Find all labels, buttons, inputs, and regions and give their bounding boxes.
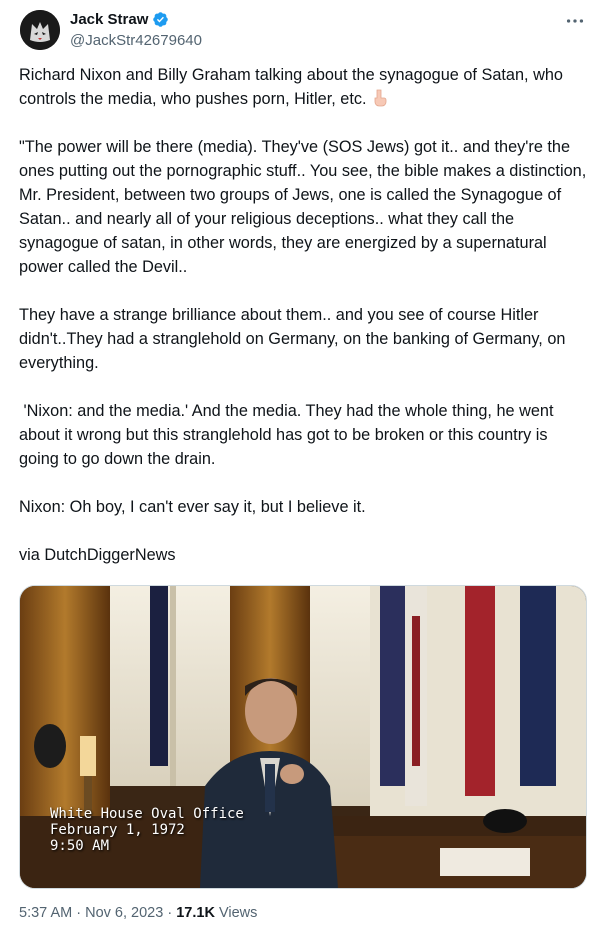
separator: · bbox=[76, 905, 82, 921]
verified-badge-icon bbox=[152, 11, 169, 28]
separator: · bbox=[167, 905, 173, 921]
tweet-paragraph: "The power will be there (media). They've (SOS Jews) got it.. and they're the ones putting out the pornographic stuff.. You see, the bible makes a distinction, Mr. President, between two groups of Jews, one is called the Synagogue of Satan.. and nearly all of your religious deceptions.. what they call the synagogue of satan, in other words, they are energized by a supernatural power called the Devil.. bbox=[19, 138, 591, 276]
avatar[interactable] bbox=[20, 10, 60, 50]
overlay-location: White House Oval Office bbox=[50, 806, 244, 822]
tweet-paragraph: Richard Nixon and Billy Graham talking about the synagogue of Satan, who controls the media, who pushes porn, Hitler, etc. bbox=[19, 66, 568, 108]
views-label: Views bbox=[218, 905, 258, 921]
author-name[interactable]: Jack Straw bbox=[70, 11, 149, 28]
tweet-paragraph: via DutchDiggerNews bbox=[19, 546, 176, 564]
tweet-paragraph: Nixon: Oh boy, I can't ever say it, but I believe it. bbox=[19, 498, 366, 516]
pointing-down-hand-icon bbox=[371, 89, 389, 107]
tweet-text bbox=[19, 63, 591, 591]
tweet-footer bbox=[19, 905, 257, 921]
post-date[interactable]: Nov 6, 2023 bbox=[85, 905, 164, 921]
views-count[interactable]: 17.1K bbox=[176, 905, 215, 921]
tweet-paragraph: 'Nixon: and the media.' And the media. They had the whole thing, he went about it wrong but this stranglehold has got to be broken or this country is going to go down the drain. bbox=[19, 402, 559, 468]
video-thumbnail[interactable] bbox=[19, 585, 587, 889]
author-handle[interactable]: @JackStr42679640 bbox=[70, 32, 202, 49]
video-overlay-caption bbox=[50, 806, 244, 854]
wolf-avatar-icon bbox=[20, 10, 60, 50]
more-options-icon[interactable] bbox=[564, 10, 586, 32]
tweet-header bbox=[0, 0, 606, 64]
overlay-date: February 1, 1972 bbox=[50, 822, 185, 838]
tweet-paragraph: They have a strange brilliance about them.. and you see of course Hitler didn't..They had a stranglehold on Germany, on the banking of Germany, on everything. bbox=[19, 306, 570, 372]
overlay-time: 9:50 AM bbox=[50, 838, 110, 854]
post-time[interactable]: 5:37 AM bbox=[19, 905, 73, 921]
